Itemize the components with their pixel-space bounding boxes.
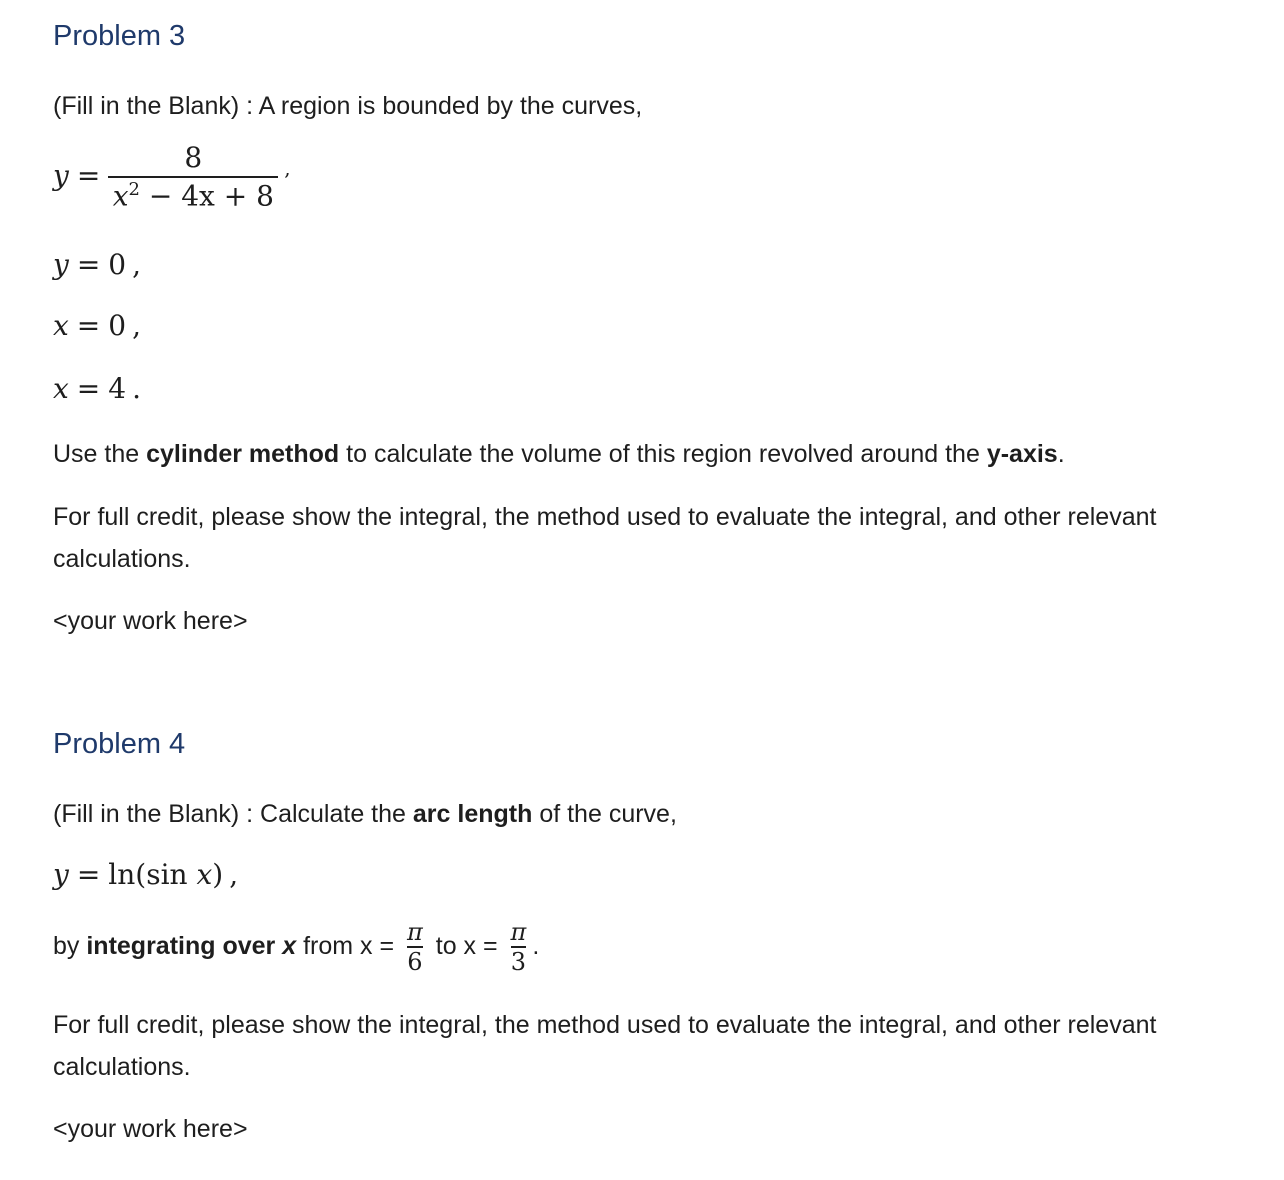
curve-1-lhs: y <box>53 158 69 192</box>
integrating-over-term: integrating over x <box>86 932 297 960</box>
problem-3-credit: For full credit, please show the integral, the method used to evaluate the integral, and other relevant calculations. <box>53 503 1157 573</box>
fraction-bar <box>108 176 278 178</box>
from-fraction: $\frac{\pi}{6}$ <box>407 918 423 977</box>
problem-3-curve-1 <box>53 142 291 213</box>
problem-4-credit: For full credit, please show the integral, the method used to evaluate the integral, and other relevant calculations. <box>53 1011 1157 1081</box>
problem-3-curve-3: x = 0 , <box>53 309 141 342</box>
curve-1-equals: = <box>76 158 101 192</box>
arc-length-term: arc length <box>412 800 533 828</box>
curve-1-punct: , <box>284 155 291 180</box>
problem-3-work-placeholder: <your work here> <box>53 607 248 635</box>
problem-3-curve-2: y = 0 , <box>53 248 142 281</box>
to-fraction: $\frac{\pi}{3}$ <box>510 918 527 977</box>
problem-3-intro <box>53 85 642 127</box>
problem-4-range: by integrating over x from x = $\frac{\pi}{6}$ to x = $\frac{\pi}{3}$ . <box>53 918 540 977</box>
problem-4-work-placeholder: <your work here> <box>53 1115 248 1143</box>
problem-4-curve: y = ln(sin x) , <box>53 858 239 891</box>
cylinder-method-term: cylinder method <box>146 440 340 468</box>
problem-3-method: Use the cylinder method to calculate the volume of this region revolved around the y-axis. <box>53 440 1065 468</box>
problem-3-intro-prefix: (Fill in the Blank) : <box>53 92 259 120</box>
curve-1-fraction <box>108 142 278 213</box>
curve-1-denominator: $x^2 - 4x + 8$ <box>112 179 274 213</box>
curve-1-numerator: 8 <box>184 141 203 174</box>
problem-4-title: Problem 4 <box>53 728 186 760</box>
problem-4-intro: (Fill in the Blank) : Calculate the arc length of the curve, <box>53 800 677 828</box>
problem-3-title: Problem 3 <box>53 20 186 52</box>
problem-3-curve-4: x = 4 . <box>53 372 141 405</box>
y-axis-term: y-axis <box>986 440 1058 468</box>
problem-3-intro-text: A region is bounded by the curves, <box>258 92 643 120</box>
